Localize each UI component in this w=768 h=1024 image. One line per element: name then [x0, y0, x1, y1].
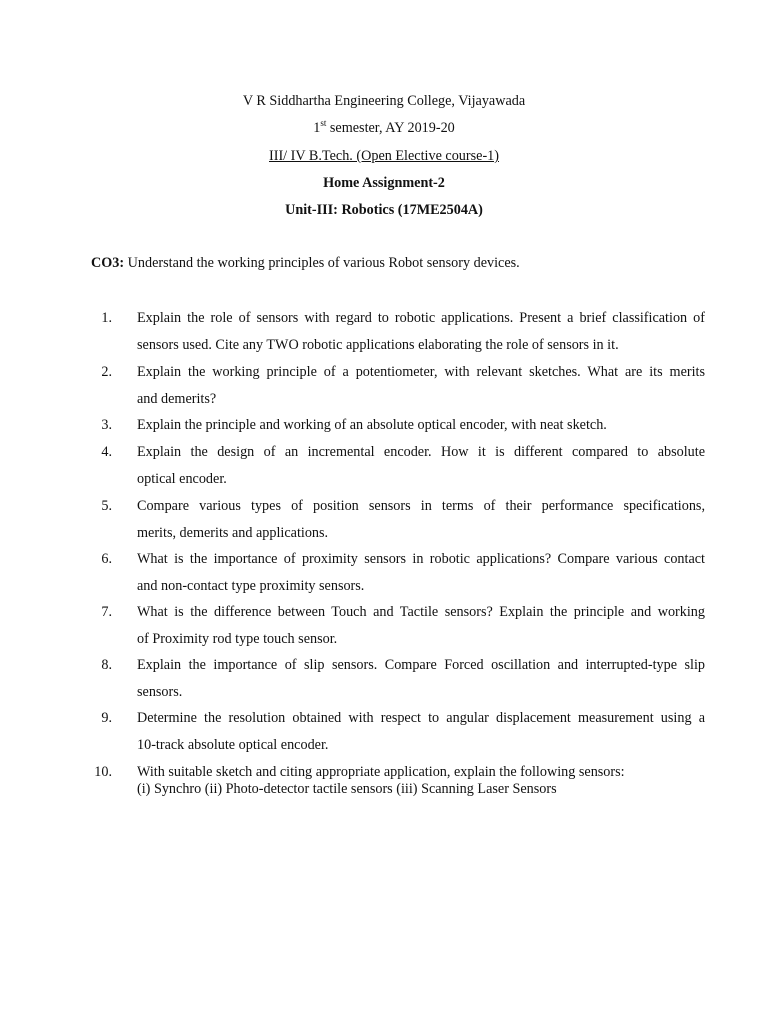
question-line: and demerits?: [137, 391, 217, 407]
question-number: 6.: [101, 551, 112, 567]
question-number: 10.: [94, 764, 112, 780]
question-line: merits, demerits and applications.: [137, 525, 329, 541]
question-number: 1.: [101, 310, 112, 326]
semester-text: semester, AY 2019-20: [326, 120, 455, 136]
question-line: sensors used. Cite any TWO robotic applications elaborating the role of sensors in it.: [137, 337, 619, 353]
question-line: and non-contact type proximity sensors.: [137, 578, 365, 594]
question-text: [137, 652, 705, 706]
question-text: [137, 305, 705, 359]
course-line: III/ IV B.Tech. (Open Elective course-1): [269, 148, 499, 164]
question-line: Explain the principle and working of an absolute optical encoder, with neat sketch.: [137, 417, 607, 433]
semester-superscript: st: [320, 118, 327, 128]
assignment-title: Home Assignment-2: [323, 175, 445, 191]
question-line: Explain the importance of slip sensors. Compare Forced oscillation and interrupted-type slip: [137, 657, 705, 673]
question-line: Compare various types of position sensors in terms of their performance specifications,: [137, 498, 705, 514]
question-line: Explain the role of sensors with regard to robotic applications. Present a brief classification of: [137, 310, 705, 326]
semester-number: 1: [313, 120, 321, 136]
course-outcome-label: CO3:: [91, 255, 125, 271]
course-outcome: [91, 254, 520, 272]
question-line: (i) Synchro (ii) Photo-detector tactile sensors (iii) Scanning Laser Sensors: [137, 781, 557, 797]
question-text: [137, 705, 705, 759]
unit-title: Unit-III: Robotics (17ME2504A): [285, 202, 483, 218]
question-text: [137, 493, 705, 547]
question-line: What is the difference between Touch and Tactile sensors? Explain the principle and working: [137, 604, 705, 620]
question-number: 8.: [101, 657, 112, 673]
college-name: V R Siddhartha Engineering College, Vijayawada: [242, 93, 526, 109]
question-line: sensors.: [137, 684, 183, 700]
semester-line: [0, 119, 768, 137]
question-number: 5.: [101, 498, 112, 514]
question-number: 2.: [101, 364, 112, 380]
question-line: 10-track absolute optical encoder.: [137, 737, 329, 753]
question-number: 7.: [101, 604, 112, 620]
question-number: 3.: [101, 417, 112, 433]
question-line: optical encoder.: [137, 471, 227, 487]
question-line: Determine the resolution obtained with respect to angular displacement measurement using a: [137, 710, 705, 726]
question-text: [137, 599, 705, 653]
question-number: 9.: [101, 710, 112, 726]
course-outcome-text: Understand the working principles of various Robot sensory devices.: [124, 255, 520, 271]
question-line: With suitable sketch and citing appropriate application, explain the following sensors:: [137, 764, 625, 780]
question-line: What is the importance of proximity sensors in robotic applications? Compare various contact: [137, 551, 705, 567]
question-line: of Proximity rod type touch sensor.: [137, 631, 338, 647]
question-line: Explain the design of an incremental encoder. How it is different compared to absolute: [137, 444, 705, 460]
question-line: Explain the working principle of a potentiometer, with relevant sketches. What are its merits: [137, 364, 705, 380]
question-text: [137, 546, 705, 600]
question-text: [137, 359, 705, 413]
question-text: [137, 439, 705, 493]
question-text: [137, 412, 705, 439]
question-number: 4.: [101, 444, 112, 460]
question-text: [137, 764, 705, 798]
